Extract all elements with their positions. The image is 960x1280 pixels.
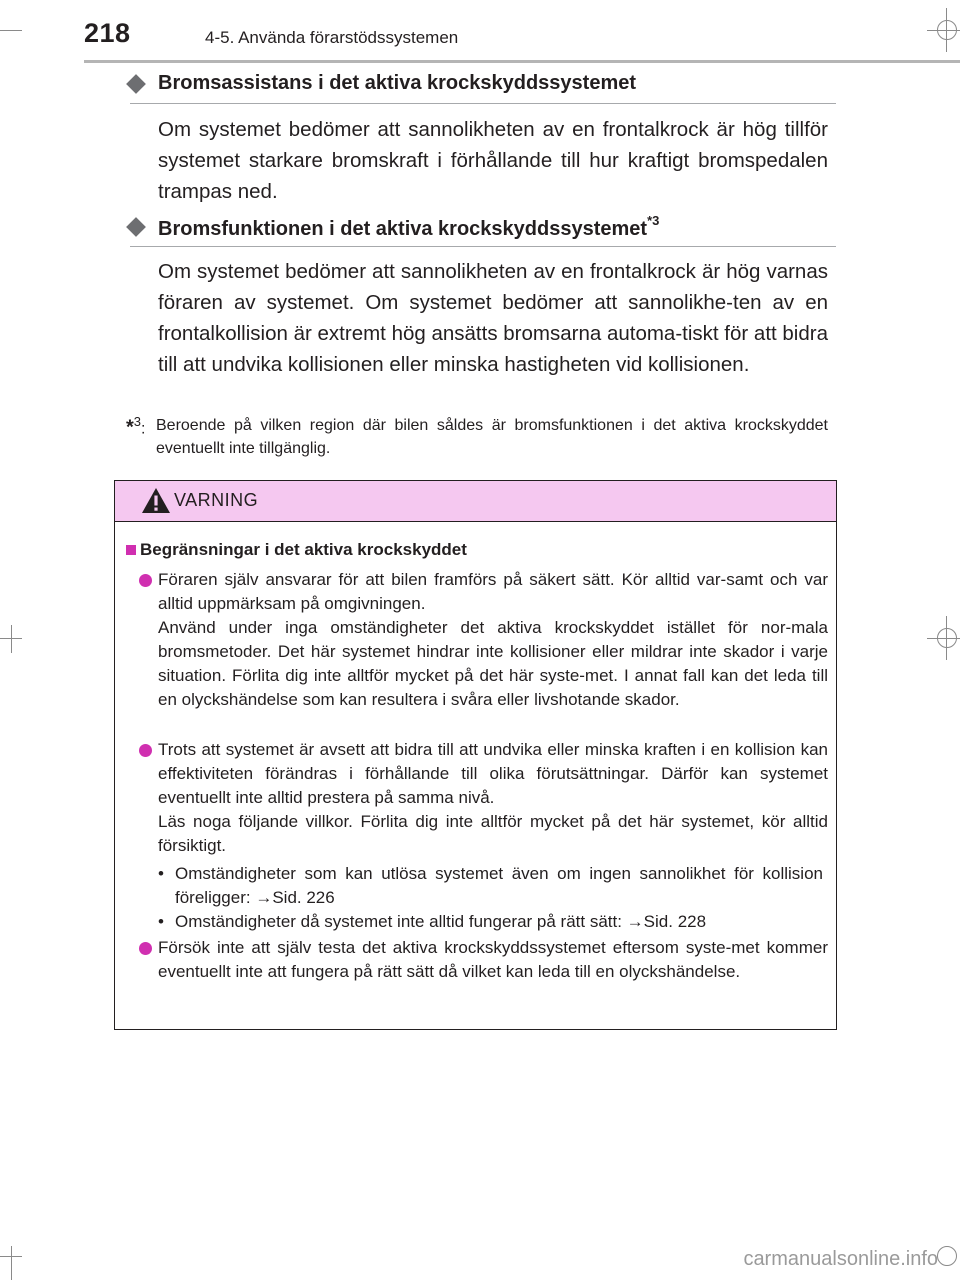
circle-bullet-icon	[139, 942, 152, 955]
square-bullet-icon	[126, 545, 136, 555]
footnote	[126, 414, 828, 460]
registration-mark-icon	[937, 1246, 957, 1266]
crop-mark	[927, 638, 960, 639]
bullet-dot-icon: •	[158, 912, 164, 931]
warning-item	[158, 568, 828, 712]
warning-header	[115, 481, 836, 522]
section-heading-brake-assist	[130, 72, 636, 95]
heading-rule	[130, 103, 836, 104]
crop-mark	[927, 30, 960, 31]
watermark: carmanualsonline.info	[743, 1248, 938, 1270]
crop-mark	[11, 1246, 12, 1280]
page-reference-link[interactable]: →Sid. 226	[255, 888, 335, 907]
diamond-bullet-icon	[126, 74, 146, 94]
crop-mark	[11, 625, 12, 653]
circle-bullet-icon	[139, 744, 152, 757]
heading-rule	[130, 246, 836, 247]
section-heading-brake-function	[130, 215, 659, 241]
warning-item-text: Försök inte att själv testa det aktiva krockskyddssystemet eftersom syste-met kommer eventuellt inte att fungera på rätt sätt då vilket kan leda till en olyckshändelse.	[158, 938, 828, 981]
body-paragraph: Om systemet bedömer att sannolikheten av en frontalkrock är hög tillför systemet starkare bromskraft i förhållande till hur kraftigt bromspedalen trampas ned.	[158, 118, 828, 203]
footnote-reference: *3	[647, 213, 660, 228]
heading-text: Bromsfunktionen i det aktiva krockskyddssystemet	[158, 217, 648, 240]
warning-item	[158, 738, 828, 858]
circle-bullet-icon	[139, 574, 152, 587]
warning-item-text: Använd under inga omständigheter det aktiva krockskyddet istället för nor-mala bromsmetoder. Det här systemet hindrar inte kollisioner eller mildrar inte skador i varje situation. Förlita dig inte alltför mycket på det här syste-met. I annat fall kan det leda till en olyckshändelse som kan resultera i svåra eller livshotande skador.	[158, 618, 828, 709]
warning-triangle-icon	[141, 487, 171, 514]
warning-item-text: Trots att systemet är avsett att bidra till att undvika eller minska kraften i en kollision kan effektiviteten förändras i förhållande till olika förutsättningar. Därför kan systemet eventuellt inte alltid prestera på samma nivå.	[158, 740, 828, 807]
warning-item	[158, 936, 828, 984]
heading-text: Bromsassistans i det aktiva krockskyddssystemet	[158, 72, 637, 94]
crop-mark	[0, 30, 22, 31]
page-number: 218	[84, 18, 131, 48]
footnote-mark: *$^3$:	[126, 414, 146, 439]
section-title: 4-5. Använda förarstödssystemen	[205, 28, 459, 47]
warning-subbullet: • Omständigheter då systemet inte alltid fungerar på rätt sätt: →Sid. 228	[175, 910, 823, 934]
diamond-bullet-icon	[126, 217, 146, 237]
warning-subbullet: • Omständigheter som kan utlösa systemet även om ingen sannolikhet för kollision föreligger: →Sid. 226	[158, 864, 823, 907]
warning-item-text: Läs noga följande villkor. Förlita dig inte alltför mycket på det här systemet, kör alltid försiktigt.	[158, 812, 828, 855]
bullet-dot-icon: •	[158, 864, 164, 883]
header-rule	[84, 60, 960, 63]
footnote-text: Beroende på vilken region där bilen såldes är bromsfunktionen i det aktiva krockskyddet eventuellt inte tillgänglig.	[156, 417, 828, 457]
warning-title: VARNING	[174, 490, 259, 510]
body-paragraph: Om systemet bedömer att sannolikheten av en frontalkrock är hög varnas föraren av systemet. Om systemet bedömer att sannolikhe-ten av en frontalkollision är extremt hög ansätts bromsarna automa-tiskt för att bidra till att undvika kollisionen eller minska hastigheten vid kollisionen.	[158, 260, 828, 376]
warning-item-text: Föraren själv ansvarar för att bilen framförs på säkert sätt. Kör alltid var-samt och var alltid uppmärksam på omgivningen.	[158, 570, 828, 613]
warning-subheading: Begränsningar i det aktiva krockskyddet	[126, 540, 467, 560]
page-reference-link[interactable]: →Sid. 228	[626, 912, 707, 931]
